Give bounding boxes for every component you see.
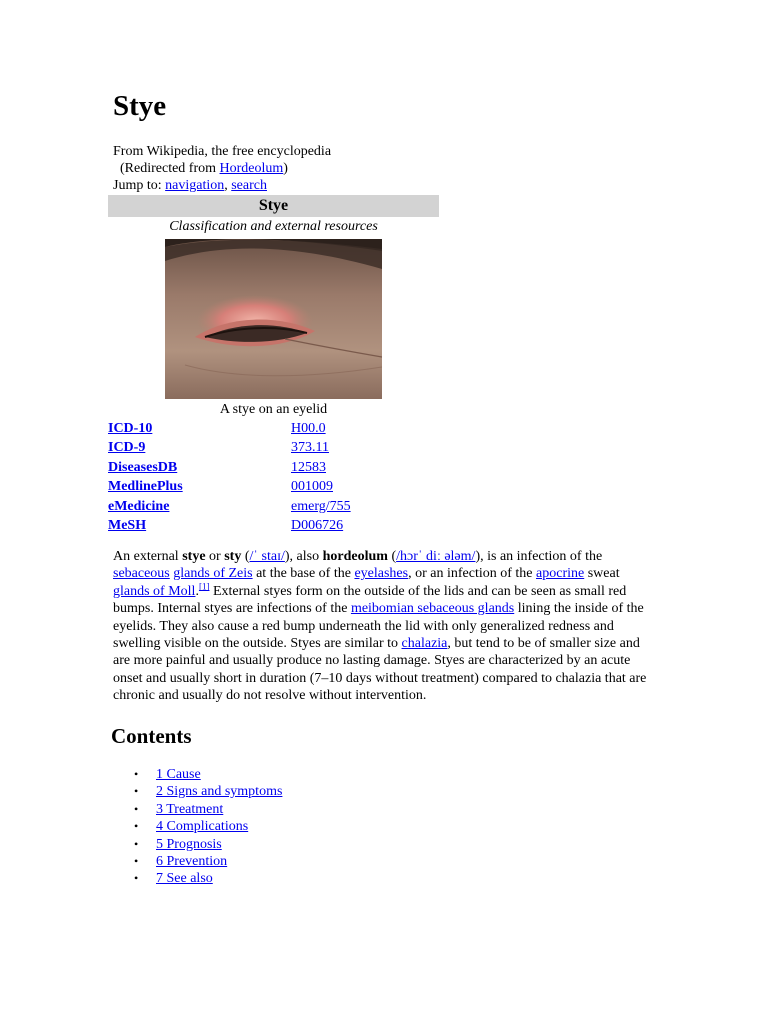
mesh-value-link[interactable]: D006726 <box>291 517 344 533</box>
eye-image <box>165 239 382 399</box>
infobox <box>108 195 439 535</box>
image-caption: A stye on an eyelid <box>219 402 328 417</box>
infobox-key <box>108 477 183 496</box>
lead-paragraph: An external stye or sty (/ˈ staɪ/), also hordeolum (/hɔrˈ diː ələm/), is an infection of the sebaceous glands of Zeis at the base of the eyelashes, or an infection of the apocrine sweat glands of Moll.[1] External styes form on the outside of the lids and can be seen as small red bumps. Internal styes are infections of the meibomian sebaceous glands lining the inside of the eyelids. They also cause a red bump underneath the lid with only generalized redness and swelling visible on the outside. Styes are similar to chalazia, but tend to be of smaller size and are more painful and usually produce no lasting damage. Styes are characterized by an acute onset and usually short in duration (7–10 days without treatment) compared to chalazia that are chronic and usually do not resolve without intervention. <box>113 549 647 704</box>
apocrine-link[interactable]: apocrine <box>536 566 585 582</box>
icd9-link[interactable]: ICD-9 <box>108 440 146 456</box>
icd10-value-link[interactable]: H00.0 <box>291 421 326 436</box>
infobox-row-mesh <box>108 516 439 535</box>
bullet-icon: • <box>134 854 139 869</box>
toc-item <box>113 818 282 835</box>
infobox-value <box>291 497 351 516</box>
toc-link-cause[interactable]: 1 Cause <box>156 767 201 782</box>
toc-link-prevention[interactable]: 6 Prevention <box>156 854 228 870</box>
toc-link-prognosis[interactable]: 5 Prognosis <box>156 836 222 852</box>
infobox-key <box>108 458 177 477</box>
jump-to: Jump to: navigation, search <box>113 178 267 193</box>
eyelashes-link[interactable]: eyelashes <box>354 566 409 582</box>
diseasesdb-value-link[interactable]: 12583 <box>291 459 326 475</box>
bullet-icon: • <box>134 871 139 886</box>
glands-of-moll-link[interactable]: glands of Moll <box>113 583 196 599</box>
infobox-value <box>291 419 326 438</box>
toc-item <box>113 801 282 818</box>
diseasesdb-link[interactable]: DiseasesDB <box>108 459 178 475</box>
infobox-heading: Stye <box>108 195 439 217</box>
infobox-key <box>108 497 169 516</box>
infobox-key <box>108 419 152 438</box>
chalazia-link[interactable]: chalazia <box>401 636 448 652</box>
infobox-subheading: Classification and external resources <box>169 219 378 234</box>
icd10-link[interactable]: ICD-10 <box>108 421 153 436</box>
bullet-icon: • <box>134 836 139 851</box>
toc-link-complications[interactable]: 4 Complications <box>156 819 249 835</box>
icd9-value-link[interactable]: 373.11 <box>291 440 329 456</box>
ipa-stye-link[interactable]: /ˈ staɪ/ <box>249 549 285 564</box>
medlineplus-value-link[interactable]: 001009 <box>291 479 333 495</box>
toc-item <box>113 783 282 800</box>
infobox-value <box>291 516 343 535</box>
meibomian-glands-link[interactable]: meibomian sebaceous glands <box>350 601 515 617</box>
stye-photo[interactable] <box>165 239 382 399</box>
bullet-icon: • <box>134 784 139 799</box>
emedicine-link[interactable]: eMedicine <box>108 498 170 514</box>
ipa-hordeolum-link[interactable]: /hɔrˈ diː ələm/ <box>396 549 476 564</box>
contents-heading: Contents <box>111 724 192 748</box>
medlineplus-link[interactable]: MedlinePlus <box>108 479 183 495</box>
article-header <box>113 143 331 194</box>
glands-of-zeis-link[interactable]: glands of Zeis <box>173 566 253 582</box>
redirect-link[interactable]: Hordeolum <box>219 161 284 176</box>
toc-link-see-also[interactable]: 7 See also <box>156 871 213 887</box>
navigation-link[interactable]: navigation <box>165 178 225 193</box>
toc-item <box>113 870 282 887</box>
redirect-note: (Redirected from Hordeolum) <box>120 161 288 176</box>
page-title: Stye <box>113 90 167 122</box>
toc-item <box>113 836 282 853</box>
mesh-link[interactable]: MeSH <box>108 517 147 533</box>
bullet-icon: • <box>134 819 139 834</box>
emedicine-value-link[interactable]: emerg/755 <box>291 498 351 514</box>
infobox-row-diseasesdb <box>108 458 439 477</box>
toc-item <box>113 853 282 870</box>
tagline: From Wikipedia, the free encyclopedia <box>113 144 332 159</box>
toc-item <box>113 766 282 783</box>
reference-link[interactable]: [1] <box>198 581 210 592</box>
bullet-icon: • <box>134 801 139 816</box>
infobox-key <box>108 438 145 457</box>
infobox-row-emedicine <box>108 497 439 516</box>
infobox-key <box>108 516 146 535</box>
infobox-row-icd10 <box>108 419 439 438</box>
toc-link-signs[interactable]: 2 Signs and symptoms <box>156 784 283 800</box>
table-of-contents <box>113 766 282 888</box>
sebaceous-link[interactable]: sebaceous <box>113 566 170 582</box>
bullet-icon: • <box>134 767 139 781</box>
infobox-value <box>291 477 333 496</box>
infobox-row-medlineplus <box>108 477 439 496</box>
toc-link-treatment[interactable]: 3 Treatment <box>156 801 224 817</box>
infobox-value <box>291 458 326 477</box>
infobox-row-icd9 <box>108 438 439 457</box>
search-link[interactable]: search <box>231 178 267 193</box>
infobox-value <box>291 438 329 457</box>
